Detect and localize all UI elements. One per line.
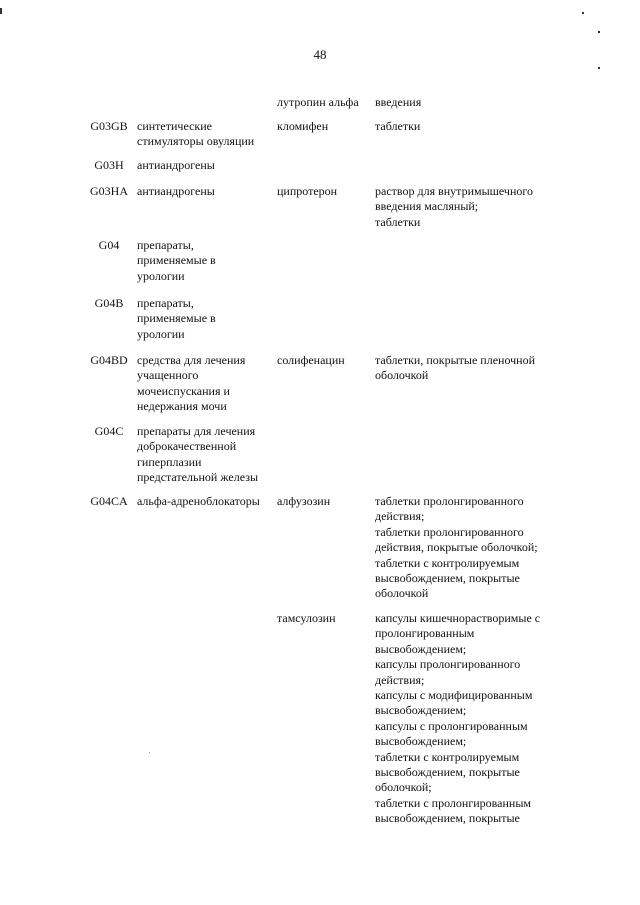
atc-code: G04CA [90,494,128,508]
group-name: синтетические стимуляторы овуляции [137,119,255,149]
dosage-form: таблетки [375,119,421,133]
atc-code: G03HA [90,184,128,198]
dosage-form: таблетки пролонгированного действия; таблетки пролонгированного действия, покрытые оболочкой; таблетки с контролируемым высвобождением, покрытые оболочкой [375,494,538,601]
scan-mark [582,12,584,14]
dosage-form: введения [375,95,422,109]
atc-code: G03H [94,158,124,172]
drug-name: солифенацин [277,353,345,367]
atc-code: G04B [94,296,124,310]
group-name: препараты, применяемые в урологии [137,238,216,283]
drug-name: ципротерон [277,184,338,198]
atc-code: G04BD [90,353,128,367]
scan-mark [0,8,2,14]
scan-mark [149,752,150,753]
group-name: альфа-адреноблокаторы [137,494,260,508]
dosage-form: капсулы кишечнорастворимые с пролонгированным высвобождением; капсулы пролонгированного действия; капсулы с модифицированным высвобождением; капсулы с пролонгированным высвобождением; таблетки с контролируемым высвобождением, покрытые оболочкой; таблетки с пролонгированным высвобождением, покрытые [375,611,541,826]
group-name: антиандрогены [137,158,215,172]
scan-mark [598,31,600,33]
drug-name: алфузозин [277,494,331,508]
group-name: средства для лечения учащенного мочеиспускания и недержания мочи [137,353,246,414]
page-number: 48 [313,47,327,62]
scan-mark [598,67,600,69]
drug-name: кломифен [277,119,329,133]
atc-code: G04 [98,238,120,252]
group-name: препараты для лечения доброкачественной гиперплазии предстательной железы [137,424,259,485]
atc-code: G04C [94,424,124,438]
dosage-form: таблетки, покрытые пленочной оболочкой [375,353,536,383]
drug-name: лутропин альфа [277,95,359,109]
dosage-form: раствор для внутримышечного введения масляный; таблетки [375,184,533,229]
drug-name: тамсулозин [277,611,336,625]
group-name: препараты, применяемые в урологии [137,296,216,341]
group-name: антиандрогены [137,184,215,198]
atc-code: G03GB [90,119,128,133]
